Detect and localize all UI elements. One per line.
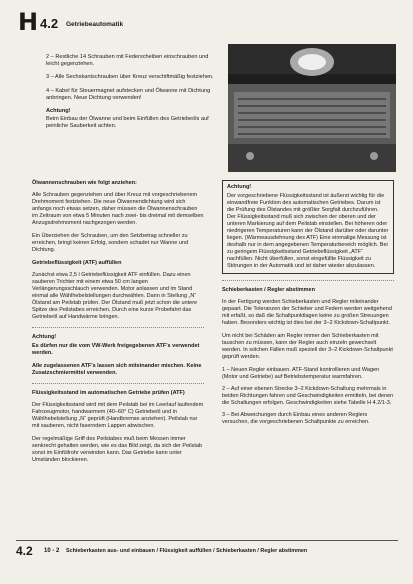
- top-item-3: 3 – Alle Sechskantschrauben über Kreuz verschiftmäßig festziehen.: [46, 74, 214, 81]
- footer-section: 4.2: [16, 544, 33, 558]
- footer-text: Schieberkasten aus- und einbauen / Flüssigkeit auffüllen / Schieberkasten / Regler abstimmen: [66, 548, 308, 554]
- divider: [32, 327, 204, 328]
- divider: [32, 383, 204, 384]
- right-item-2: 2 – Auf einer ebenen Strecke 3–2 Kickdown-Schaltung mehrmals in beiden Richtungen fahren und Geschwindigkeiten ermitteln, bei denen die Schaltungen erfolgen. Geschwindigkeiten siehe Tabelle H 4.2/1-3.: [222, 386, 394, 406]
- top-notice: Beim Einbau der Ölwanne und beim Einfüllen des Getriebeöls auf peinliche Sauberkeit achten.: [46, 116, 209, 130]
- top-notice-title: Achtung!: [46, 108, 71, 115]
- photo-oil-pan: [228, 44, 396, 172]
- left-notice-2: Alle zugelassenen ATF's lassen sich miteinander mischen. Keine Zusatzschmiermittel verwenden.: [32, 363, 202, 376]
- header-section: 4.2: [40, 16, 59, 31]
- right-notice-title: Achtung!: [227, 184, 252, 190]
- header-subtitle: Getriebeautomatik: [66, 21, 124, 28]
- top-item-4: 4 – Kabel für Steuermagnet aufstecken und Ölwanne mit Dichtung anbringen. Neue Dichtung verwenden!: [46, 87, 211, 101]
- left-column: [32, 180, 204, 470]
- divider: [222, 280, 394, 281]
- top-item-2: 2 – Restliche 14 Schrauben mit Federscheiben einschrauben und leicht gegenziehen.: [46, 54, 209, 68]
- left-text-5: Der regelmäßige Griff des Peilstabes muß beim Messen immer senkrecht gehalten werden, wie es das Bild zeigt, da sich der Peilstab sonst im Einfüllrohr verwinden kann. Das Getriebe kann unter Umständen blockieren.: [32, 436, 202, 463]
- left-heading-1: Ölwannenschrauben wie folgt anziehen:: [32, 180, 137, 186]
- left-notice-title: Achtung!: [32, 334, 57, 340]
- right-text-2: Um nicht bei Schäden am Regler immer den Schieberkasten mit tauschen zu müssen, kann der Regler auch einzeln gewechselt werden. In solchen Fällen muß speziell der 3–2 Kickdown-Schaltpunkt geprüft werden.: [222, 333, 393, 360]
- right-notice-box: [222, 180, 394, 274]
- left-text-3: Zunächst etwa 2,5 l Getriebeflüssigkeit ATF einfüllen. Dazu einen sauberen Trichter mit einem etwa 50 cm langen Verlängerungsschlauch verwenden. Motor anlassen und im Stand einmal alle Wählhebelstellungen durchwählen. Dann in Stellung „N“ Ölstand am Peilstab prüfen. Der Ölstand muß jetzt schon die untere Spitze des Peilstabes erreichen. Durch eine kurze Probefahrt das Getriebeöl auf Handwärme bringen.: [32, 272, 198, 320]
- page-footer: [16, 540, 398, 558]
- left-text-4: Der Flüssigkeitsstand wird mit dem Peilstab bei im Leerlauf laufendem Fahrzeugmotor, handwarmem (40–60° C) Getriebeöl und in Wählhebelstellung „N“ geprüft (Handbremse anziehen). Peilstab nur mit sauberen, nicht faserndem Lappen abwischen.: [32, 402, 204, 429]
- top-column: [46, 54, 216, 137]
- right-item-1: 1 – Neuen Regler einbauen. ATF-Stand kontrollieren und Wagen (Motor und Getriebe) auf Betriebstemperatur warmfahren.: [222, 367, 380, 380]
- left-heading-3: Flüssigkeitsstand im automatischen Getriebe prüfen (ATF): [32, 390, 185, 396]
- left-text-2: Ein Überziehen der Schrauben, um den Setzbetrag schneller zu erreichen, bringt keinen Erfolg, sondern schadet nur Wanne und Dichtung.: [32, 233, 189, 253]
- left-text-1: Alle Schrauben gegenziehen und über Kreuz mit vorgeschriebenem Drehmoment festziehen. Die neue Ölwannendichtung wird sich anfangs noch etwas setzen, daher müssen die Ölwannenschrauben im Zeitraum von etwa 5 Minuten nach zwei- bis dreimal mit demselben Anzugsdrehmoment nachgezogen werden.: [32, 192, 204, 226]
- right-text-1: In der Fertigung werden Schieberkasten und Regler miteinander gepaart. Die Toleranzen der Schieber und Federn werden weitgehend mit erfaßt, so daß die Schaltpunktlagen keine zu großen Streuungen haben. Besonders wichtig ist dies bei der 3–2 Kickdown-Schaltpunkt.: [222, 299, 392, 326]
- left-notice-1: Es dürfen nur die vom VW-Werk freigegebenen ATF's verwendet werden.: [32, 343, 200, 356]
- left-heading-2: Getriebeflüssigkeit (ATF) auffüllen: [32, 260, 122, 266]
- right-item-3: 3 – Bei Abweichungen durch Einbau eines anderen Reglers versuchen, die vorgeschriebenen Schaltpunkte zu erreichen.: [222, 412, 370, 425]
- right-heading-1: Schieberkasten / Regler abstimmen: [222, 287, 315, 293]
- footer-page-number: 10 - 2: [44, 548, 60, 554]
- right-notice: Der vorgeschriebene Flüssigkeitsstand ist äußerst wichtig für die einwandfreie Funktion des automatischen Getriebes. Darum ist die Prüfung des Ölstandes mit größter Sorgfalt durchzuführen. Der Flüssigkeitsstand muß sich zwischen der oberen und der unteren Markierung auf dem Peilstab einstellen. Bei höheren oder niedrigeren Temperaturen kann der Ölstand darüber oder darunter liegen. (Wärmeausdehnung des ATF) Eine einmalige Messung ist deshalb nur in dem angegebenen Temperaturbereich möglich. Bei zu geringem Flüssigkeitsstand Getriebeflüssigkeit „ATF“ nachfüllen. Nicht überfüllen, sonst eingefüllte Flüssigkeit zu Störungen in der Automatik und ist daher wieder abzulassen.: [227, 193, 389, 269]
- header-letter: H: [18, 8, 38, 36]
- right-column: [222, 180, 394, 432]
